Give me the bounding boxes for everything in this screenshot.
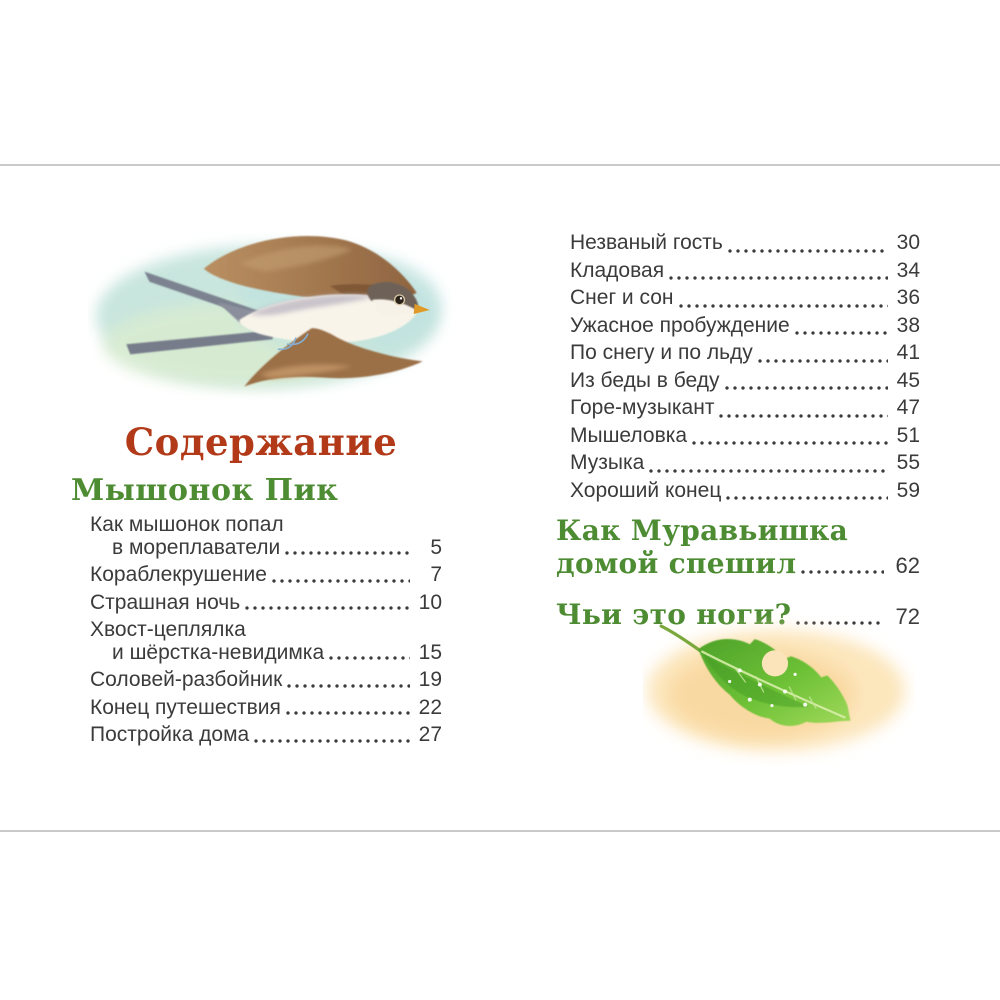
toc-entry-line (570, 229, 920, 257)
toc-entry (570, 422, 920, 450)
toc-entry-line (570, 394, 920, 422)
toc-entry-line (570, 477, 920, 505)
toc-entry-title: Незваный гость (570, 231, 723, 254)
toc-entry-line (570, 312, 920, 340)
toc-entry-title: Соловей-разбойник (90, 668, 283, 691)
toc-entry-line (90, 537, 442, 560)
toc-entry-title: Снег и сон (570, 286, 674, 309)
page-number: 27 (418, 723, 442, 746)
leader-dots (286, 711, 410, 715)
leader-dots (287, 684, 410, 688)
section-heading-myshonok-pik: Мышонок Пик (71, 473, 339, 508)
page-number: 5 (430, 535, 442, 559)
page-number: 34 (896, 258, 920, 282)
toc-entry-title: Как мышонок попал (90, 513, 284, 536)
toc-entry-line (570, 422, 920, 450)
toc-entry-line (570, 339, 920, 367)
toc-entry-line (570, 449, 920, 477)
swallow-illustration (88, 222, 456, 406)
leader-dots (719, 414, 888, 418)
toc-entry (570, 477, 920, 505)
toc-entry-title: Горе-музыкант (570, 396, 715, 419)
toc-entry-title: и шёрстка-невидимка (112, 640, 325, 664)
left-toc-list (90, 514, 442, 752)
leaf-illustration (643, 606, 915, 766)
toc-entry-title: Мышеловка (570, 423, 688, 447)
leader-dots (649, 469, 888, 473)
toc-entry-line (570, 367, 920, 395)
toc-entry-line (90, 642, 442, 665)
toc-entry-title: Музыка (570, 451, 645, 474)
page-number: 45 (896, 368, 920, 392)
leader-dots (329, 656, 410, 660)
toc-entry-line (570, 284, 920, 312)
toc-entry (90, 592, 442, 615)
leader-dots (692, 441, 888, 445)
toc-entry-line (90, 514, 442, 537)
toc-entry-title: Из беды в беду (570, 368, 720, 392)
bottom-divider-line (0, 830, 1000, 832)
toc-entry (570, 257, 920, 285)
page-number: 19 (418, 668, 442, 691)
page-number: 51 (896, 423, 920, 447)
leader-dots (285, 551, 410, 555)
toc-entry-line (90, 619, 442, 642)
toc-entry (570, 229, 920, 257)
page-number: 47 (896, 396, 920, 419)
toc-entry (90, 564, 442, 587)
toc-entry (90, 724, 442, 747)
page-number: 41 (896, 341, 920, 364)
toc-entry-title: Хороший конец (570, 478, 722, 502)
leader-dots (254, 739, 410, 743)
toc-entry-title: в мореплаватели (112, 535, 281, 559)
toc-entry-title: Постройка дома (90, 723, 250, 746)
toc-entry-title: Кладовая (570, 258, 665, 282)
toc-entry (570, 449, 920, 477)
toc-entry-line (90, 697, 442, 720)
leader-dots (726, 496, 888, 500)
toc-entry-title: Чьи это ноги? (556, 598, 792, 631)
leader-dots (679, 304, 888, 308)
page-number: 38 (896, 313, 920, 337)
page-number: 55 (896, 451, 920, 474)
leader-dots (801, 570, 884, 574)
right-toc-list (570, 229, 920, 504)
page-title: Содержание (124, 420, 398, 464)
toc-entry-title: Хвост-цеплялка (90, 618, 246, 641)
page-number: 7 (430, 563, 442, 586)
toc-entry-line (90, 724, 442, 747)
toc-entry-title: Кораблекрушение (90, 563, 267, 586)
leader-dots (669, 276, 888, 280)
page-number: 36 (896, 286, 920, 309)
toc-entry (570, 394, 920, 422)
toc-entry (90, 514, 442, 559)
leader-dots (272, 579, 410, 583)
page-number: 30 (896, 231, 920, 254)
leader-dots (795, 331, 888, 335)
page-number: 10 (418, 590, 442, 614)
toc-entry-line (90, 564, 442, 587)
toc-entry (90, 697, 442, 720)
toc-entry (570, 339, 920, 367)
page-number: 72 (895, 604, 920, 629)
leader-dots (758, 359, 888, 363)
toc-entry (570, 312, 920, 340)
leader-dots (728, 249, 888, 253)
toc-entry-line (556, 547, 920, 582)
toc-entry (570, 284, 920, 312)
toc-entry-title: Конец путешествия (90, 695, 281, 719)
toc-entry-title: Как Муравьишка (556, 514, 849, 547)
bite-hole (762, 650, 788, 676)
page-number: 59 (896, 478, 920, 502)
toc-entry (556, 514, 920, 582)
page-number: 62 (895, 553, 920, 578)
page-number: 15 (418, 640, 442, 664)
toc-entry-line (90, 669, 442, 692)
toc-entry-line (570, 257, 920, 285)
toc-entry-title: домой спешил (556, 547, 797, 580)
toc-entry (90, 669, 442, 692)
page-number: 22 (418, 695, 442, 719)
toc-entry-title: По снегу и по льду (570, 341, 753, 364)
toc-entry (90, 619, 442, 664)
toc-entry (570, 367, 920, 395)
toc-entry-line (90, 592, 442, 615)
toc-entry-title: Ужасное пробуждение (570, 313, 790, 337)
toc-entry-line (556, 514, 920, 547)
leader-dots (725, 386, 888, 390)
top-divider-line (0, 164, 1000, 166)
leader-dots (245, 606, 410, 610)
toc-entry-title: Страшная ночь (90, 590, 241, 614)
